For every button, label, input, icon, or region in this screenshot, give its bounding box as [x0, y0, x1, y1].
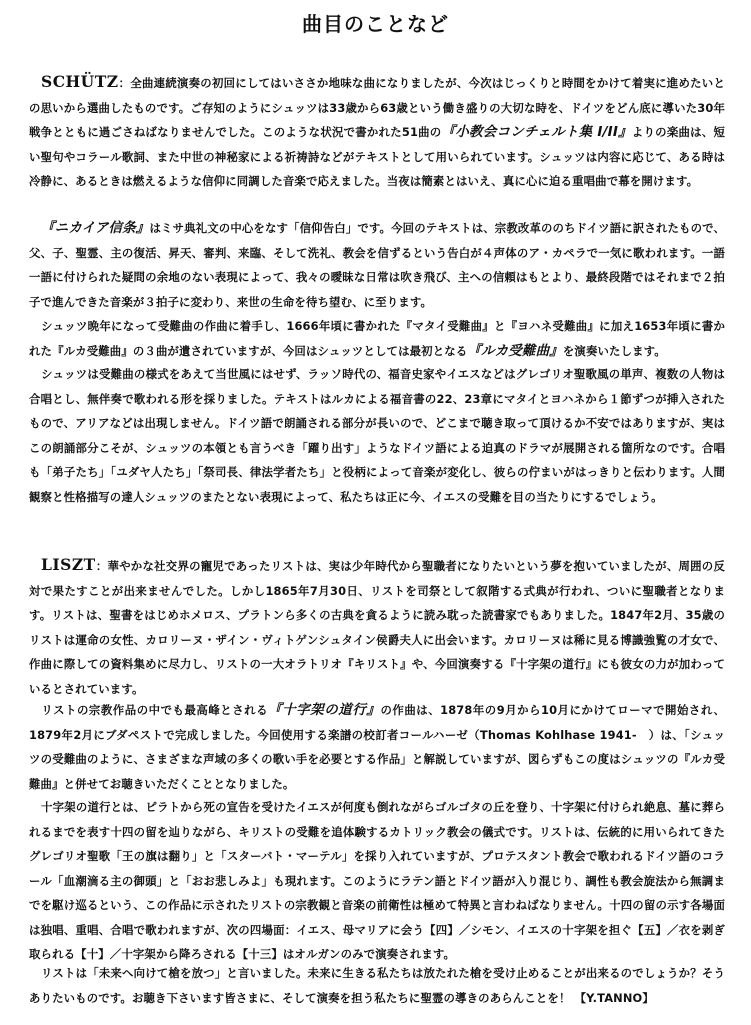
schutz-passions-text-a: シュッツ晩年になって受難曲の作曲に着手し、1666年頃に書かれた『マタイ受難曲』と『ヨハネ受難曲』に加え1653年頃に書かれた『ルカ受難曲』の３曲が遺されていますが、今回はシュッツとしては最初となる [29, 319, 725, 358]
liszt-closing-text: リストは「未来へ向けて槍を放つ」と言いました。未来に生きる私たちは放たれた槍を受け止めることが出来るのでしょうか？そうありたいものです。お聴き下さいます皆さまに、そして演奏を担う私たちに聖霊の導きのあらんことを！ [29, 966, 725, 1005]
liszt-intro-paragraph [29, 553, 725, 701]
schutz-style-paragraph [29, 362, 725, 509]
schutz-nicene-text: はミサ典礼文の中心をなす「信仰告白」です。今回のテキストは、宗教改革ののちドイツ語に訳されたもので、父、子、聖霊、主の復活、昇天、審判、来臨、そして洗礼、教会を信ずるという告白が４声体のア・カペラで一気に歌われます。一語一語に付けられた疑問の余地のない表現によって、我々の曖昧な日常は吹き飛び、主への信頼はもとより、最終段階ではそれまで２拍子で進んできた音楽が３拍子に変わり、来世の生命を待ち望む、に至ります。 [29, 221, 725, 309]
schutz-style-text: シュッツは受難曲の様式をあえて当世風にはせず、ラッソ時代の、福音史家やイエスなどはグレゴリオ聖歌風の単声、複数の人物は合唱とし、無伴奏で歌われる形を採りました。テキストはルカによる福音書の22、23章にマタイとヨハネから１節ずつが挿入されたもので、アリアなどは出現しません。ドイツ語で朗誦される部分が長いので、どこまで聴き取って頂けるか不安ではありますが、実はこの朗誦部分こそが、シュッツの本領とも言うべき「躍り出す」ようなドイツ語による迫真のドラマが展開される箇所なのです。合唱も「弟子たち」「ユダヤ人たち」「祭司長、律法学者たち」と役柄によって音楽が変化し、彼らの佇まいがはっきりと伝わります。人間観察と性格描写の達人シュッツのまたとない表現によって、私たちは正に今、イエスの受難を目の当たりにするでしょう。 [29, 367, 725, 504]
schutz-intro-text-b: よりの楽曲は、短い聖句やコラール歌詞、また中世の神秘家による祈祷詩などがテキストとして用いられています。シュッツは内容に応じて、ある時は冷静に、あるときは燃えるような信仰に同調した音楽で応えました。当夜は簡素とはいえ、真に心に迫る重唱曲で幕を開けます。 [29, 125, 725, 188]
schutz-intro-paragraph [29, 70, 725, 194]
liszt-via-crucis-text-a: リストの宗教作品の中でも最高峰とされる [41, 703, 269, 717]
liszt-closing-paragraph [29, 961, 725, 1010]
composer-name-schutz: SCHÜTZ [41, 72, 119, 91]
schutz-passions-paragraph [29, 314, 725, 363]
author-signature: 【Y.TANNO】 [574, 990, 654, 1005]
schutz-passions-text-b: を演奏いたします。 [562, 343, 666, 358]
work-title-lukas-passion: 『ルカ受難曲』 [467, 342, 563, 359]
liszt-stations-paragraph [29, 795, 725, 967]
schutz-intro-text-a: ：全曲連続演奏の初回にしてはいささか地味な曲になりましたが、今次はじっくりと時間をかけて着実に進めたいとの思いから選曲したものです。ご存知のようにシュッツは33歳から63歳という働き盛りの大切な時を、ドイツをどん底に導いた30年戦争とともに過ごさねばなりませんでした。このような状況で書かれた51曲の [29, 76, 725, 139]
liszt-stations-text: 十字架の道行とは、ピラトから死の宣告を受けたイエスが何度も倒れながらゴルゴタの丘を登り、十字架に付けられ絶息、墓に葬られるまでを表す十四の留を辿りながら、キリストの受難を追体験するカトリック教会の儀式です。リストは、伝統的に用いられてきたグレゴリオ聖歌「王の旗は翻り」と「スターバト・マーテル」を採り入れていますが、プロテスタント教会で歌われるドイツ語のコラール「血潮滴る主の御頭」と「おお悲しみよ」も現れます。このようにラテン語とドイツ語が入り混じり、調性も教会旋法から無調までを駆け巡るという、この作品に示されたリストの宗教観と音楽の前衛性は極めて特異と言わねばなりません。十四の留の示す各場面は独唱、重唱、合唱で歌われますが、次の四場面：イエス、母マリアに会う【四】／シモン、イエスの十字架を担ぐ【五】／衣を剥ぎ取られる【十】／十字架から降ろされる【十三】はオルガンのみで演奏されます。 [29, 800, 725, 961]
work-title-nicene-creed: 『ニカイア信条』 [41, 220, 150, 236]
page-title: 曲目のことなど [302, 12, 449, 36]
work-title-via-crucis: 『十字架の道行』 [268, 702, 381, 718]
liszt-via-crucis-text-b: の作曲は、1878年の9月から10月にかけてローマで開始され、1879年2月にブダペストで完成しました。今回使用する楽譜の校訂者コールハーゼ（Thomas Kohlhase 1941- ）は、「シュッツの受難曲のように、さまざまな声域の多くの歌い手を必要とする作品」と解説していますが、図らずもこの度はシュッツの『ルカ受難曲』と併せてお聴きいただくこととなりました。 [29, 703, 726, 791]
schutz-nicene-paragraph [29, 216, 725, 314]
liszt-via-crucis-paragraph [29, 698, 725, 796]
work-title-kleine-geistliche-konzerte: 『小教会コンチェルト集 I/II』 [441, 124, 632, 140]
liszt-intro-text: ：華やかな社交界の寵児であったリストは、実は少年時代から聖職者になりたいという夢を抱いていましたが、周囲の反対で果たすことが出来ませんでした。しかし1865年7月30日、リストを司祭として叙階する式典が行われ、ついに聖職者となります。リストは、聖書をはじめホメロス、プラトンら多くの古典を貪るように読み耽った読書家でもありました。1847年2月、35歳のリストは運命の女性、カロリーヌ・ザイン・ヴィトゲンシュタイン侯爵夫人に出会います。カロリーヌは稀に見る博識強覧の才女で、作曲に際しての資料集めに尽力し、リストの一大オラトリオ『キリスト』や、今回演奏する『十字架の道行』にも彼女の力が加わっているとされています。 [29, 559, 725, 696]
composer-name-liszt: LISZT [41, 555, 96, 574]
